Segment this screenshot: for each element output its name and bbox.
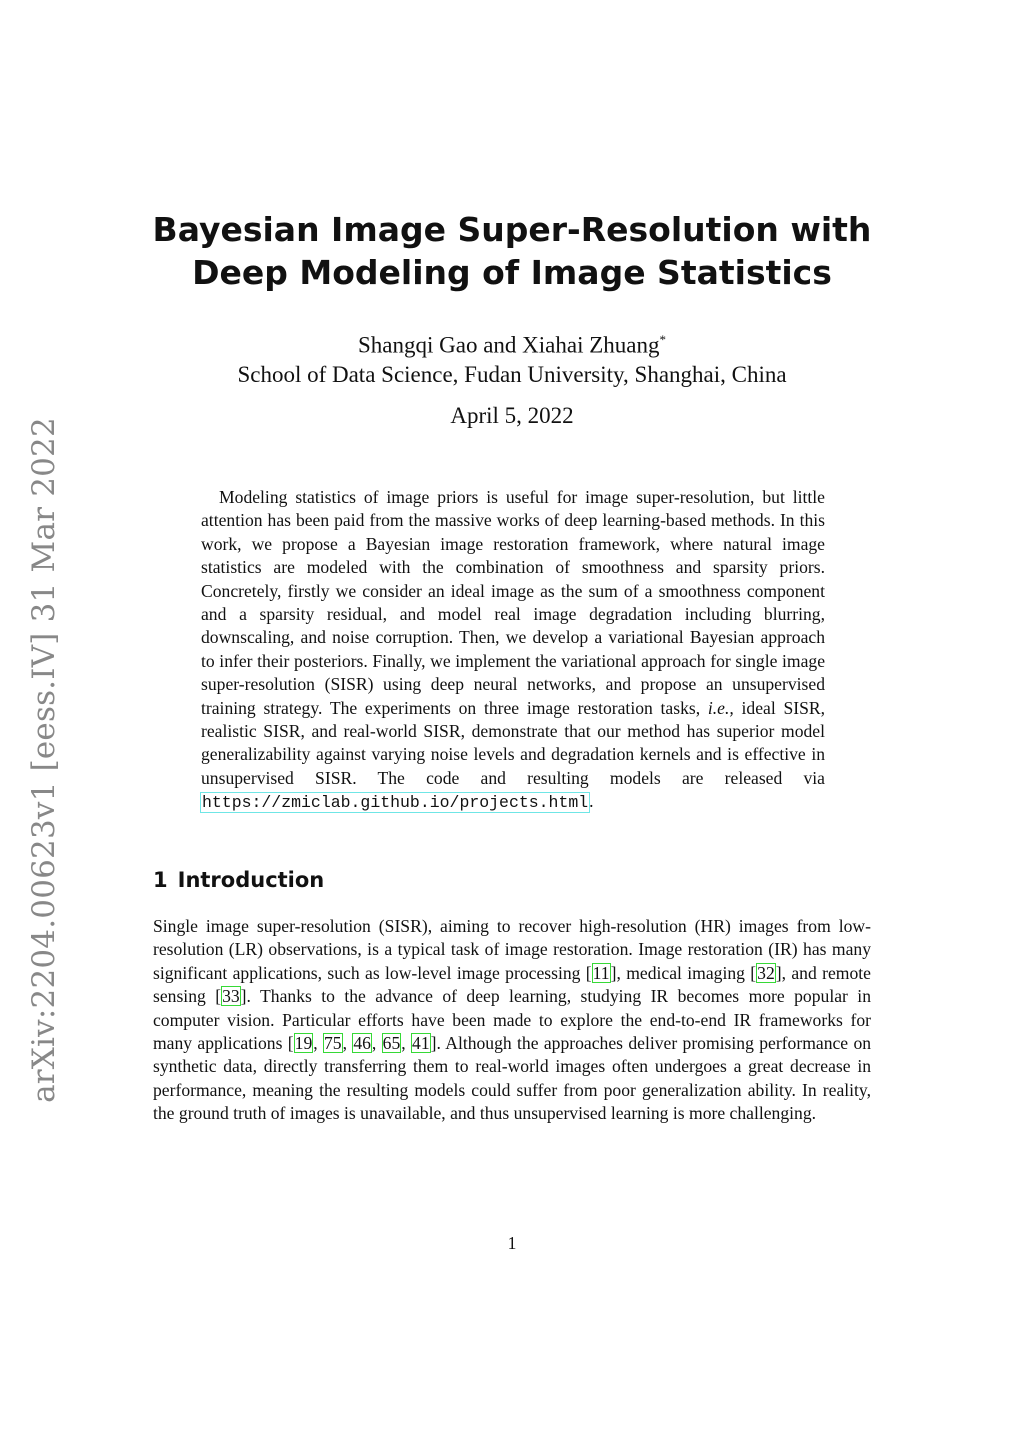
abstract-end: .	[589, 791, 594, 812]
intro-text: . Thanks to the advance of deep learning, studying IR becomes more popular in computer vision. Particular efforts have been made to explore the end-to-end IR frameworks for many applications	[153, 986, 871, 1054]
author-block	[150, 325, 874, 389]
title-line-1: Bayesian Image Super-Resolution with	[152, 210, 872, 249]
abstract-text-1: Modeling statistics of image priors is useful for image super-resolution, but little attention has been paid from the massive works of deep learning-based methods. In this work, we propose a Bayesian image restoration framework, where natural image statistics are modeled with the combination of smoothness and sparsity priors. Concretely, firstly we consider an ideal image as the sum of a smoothness component and a sparsity residual, and model real image degradation including blurring, downscaling, and noise corruption. Then, we develop a variational Bayesian approach to infer their posteriors. Finally, we implement the variational approach for single image super-resolution (SISR) using deep neural networks, and propose an unsupervised training strategy. The experiments on three image restoration tasks,	[201, 487, 825, 718]
page-number: 1	[507, 1233, 517, 1253]
citation-link[interactable]: 11	[592, 962, 610, 983]
intro-text: . Although the approaches deliver promising performance on synthetic data, directly transferring them to real-world images often undergoes a great decrease in performance, meaning the resulting models could suffer from poor generalization ability. In reality, the ground truth of images is unavailable, and thus unsupervised learning is more challenging.	[153, 1033, 872, 1124]
citation-link[interactable]: 75	[323, 1033, 342, 1054]
title-line-2: Deep Modeling of Image Statistics	[192, 253, 832, 292]
publication-date: April 5, 2022	[450, 403, 574, 428]
citation-link[interactable]: 33	[222, 986, 240, 1007]
citation-link[interactable]: 46	[353, 1033, 371, 1054]
intro-text: , and remote sensing	[153, 962, 871, 1007]
author-names: Shangqi Gao and Xiahai Zhuang	[358, 332, 660, 358]
intro-text: Single image super-resolution (SISR), aiming to recover high-resolution (HR) images from low-resolution (LR) observations, is a typical task of image restoration. Image restoration (IR) has many significant applications, such as low-level image processing	[153, 916, 871, 983]
project-url-link[interactable]: https://zmiclab.github.io/projects.html	[202, 793, 589, 813]
paper-title	[150, 208, 874, 294]
citation-link[interactable]: 19	[294, 1033, 313, 1054]
section-heading-introduction	[153, 868, 324, 892]
abstract	[201, 486, 825, 815]
section-number: 1	[153, 868, 168, 892]
arxiv-sidebar	[14, 417, 74, 1103]
abstract-ie: i.e.,	[707, 697, 734, 718]
citation-link[interactable]: 32	[757, 962, 775, 983]
section-title: Introduction	[177, 868, 325, 892]
citation-link[interactable]: 41	[412, 1033, 430, 1054]
arxiv-identifier: arXiv:2204.00623v1 [eess.IV] 31 Mar 2022	[26, 417, 62, 1103]
author-line	[150, 325, 874, 360]
citation-link[interactable]: 65	[382, 1033, 401, 1054]
intro-text: , medical imaging	[616, 962, 751, 983]
abstract-text-2: ideal SISR, realistic SISR, and real-world SISR, demonstrate that our method has superior model generalizability against varying noise levels and degradation kernels and is effective in unsupervised SISR. The code and resulting models are released via	[201, 697, 826, 788]
introduction-paragraph: Single image super-resolution (SISR), aiming to recover high-resolution (HR) images from low-resolution (LR) observations, is a typical task of image restoration. Image restoration (IR) has many significant applications, such as low-level image processing [11], medical imaging [32], and remote sensing [33]. Thanks to the advance of deep learning, studying IR becomes more popular in computer vision. Particular efforts have been made to explore the end-to-end IR frameworks for many applications [19, 75, 46, 65, 41]. Although the approaches deliver promising performance on synthetic data, directly transferring them to real-world images often undergoes a great decrease in performance, meaning the resulting models could suffer from poor generalization ability. In reality, the ground truth of images is unavailable, and thus unsupervised learning is more challenging.	[153, 916, 872, 1124]
corresponding-author-mark: *	[659, 332, 666, 347]
affiliation: School of Data Science, Fudan University, Shanghai, China	[237, 361, 787, 387]
